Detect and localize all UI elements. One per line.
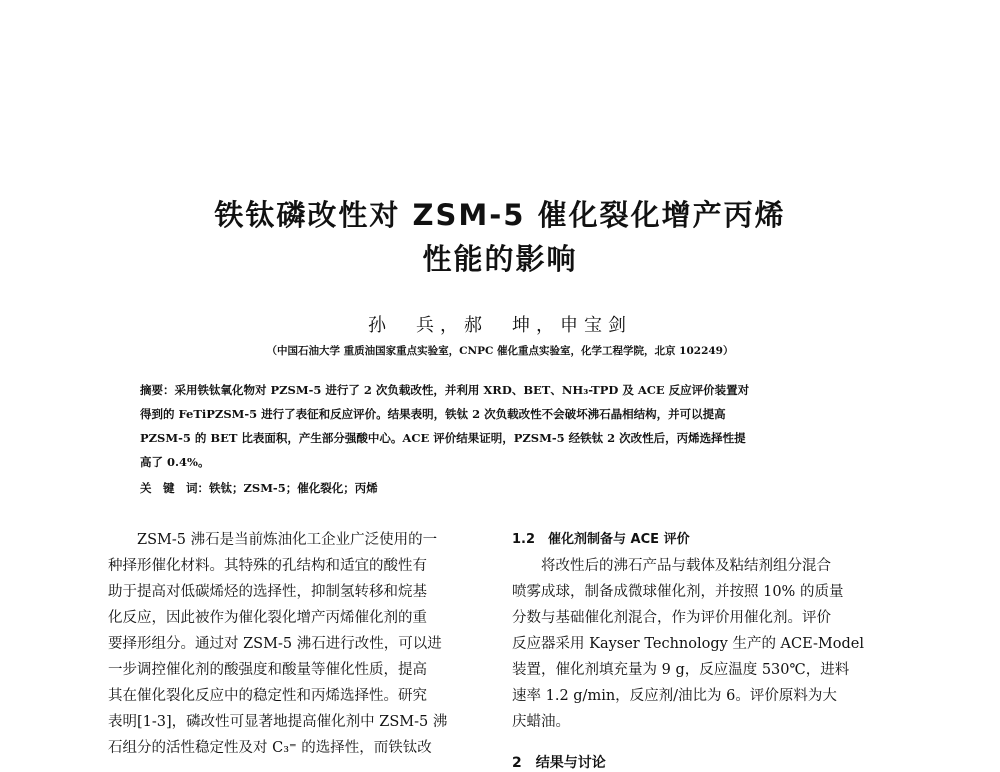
abstract-line: 得到的 FeTiPZSM-5 进行了表征和反应评价。结果表明，铁钛 2 次负载改性不会破坏沸石晶相结构，并可以提高: [140, 407, 726, 421]
section-heading: 1.2 催化剂制备与 ACE 评价: [512, 532, 690, 547]
body-line: 装置，催化剂填充量为 9 g，反应温度 530℃，进料: [512, 662, 850, 678]
body-line: 将改性后的沸石产品与载体及粘结剂组分混合: [541, 558, 831, 574]
body-line: 要择形组分。通过对 ZSM-5 沸石进行改性，可以进: [108, 636, 442, 652]
body-line: 石组分的活性稳定性及对 C₃⁼ 的选择性，而铁钛改: [108, 740, 432, 756]
authors: 孙 兵，郝 坤，申宝剑: [368, 315, 632, 336]
body-line: 化反应，因此被作为催化裂化增产丙烯催化剂的重: [108, 610, 427, 626]
right-column: [512, 527, 886, 735]
body-line: 表明[1-3]，磷改性可显著地提高催化剂中 ZSM-5 沸: [108, 714, 448, 730]
body-line: 种择形催化材料。其特殊的孔结构和适宜的酸性有: [108, 558, 427, 574]
body-line: 速率 1.2 g/min，反应剂/油比为 6。评价原料为大: [512, 688, 837, 704]
body-line: 庆蜡油。: [512, 714, 570, 730]
body-line: 反应器采用 Kayser Technology 生产的 ACE-Model: [512, 636, 864, 652]
body-line: ZSM-5 沸石是当前炼油化工企业广泛使用的一: [137, 532, 438, 548]
next-section-heading: 2 结果与讨论: [512, 755, 606, 771]
body-line: 一步调控催化剂的酸强度和酸量等催化性质，提高: [108, 662, 427, 678]
body-line: 其在催化裂化反应中的稳定性和丙烯选择性。研究: [108, 688, 427, 704]
body-line: 助于提高对低碳烯烃的选择性，抑制氢转移和烷基: [108, 584, 427, 600]
paper-title-line-2: 性能的影响: [422, 242, 578, 276]
keywords: 关 键 词：铁钛；ZSM-5；催化裂化；丙烯: [140, 481, 378, 495]
abstract-line: PZSM-5 的 BET 比表面积，产生部分强酸中心。ACE 评价结果证明，PZSM-5 经铁钛 2 次改性后，丙烯选择性提: [140, 431, 746, 445]
paper-title-line-1: 铁钛磷改性对 ZSM-5 催化裂化增产丙烯: [214, 198, 786, 232]
affiliation: （中国石油大学 重质油国家重点实验室，CNPC 催化重点实验室，化学工程学院，北京 102249）: [266, 345, 734, 357]
body-line: 喷雾成球，制备成微球催化剂，并按照 10% 的质量: [512, 584, 844, 600]
body-line: 分数与基础催化剂混合，作为评价用催化剂。评价: [512, 610, 831, 626]
abstract: [140, 378, 875, 474]
abstract-line: 高了 0.4%。: [140, 455, 210, 469]
left-column: [108, 527, 480, 761]
abstract-line: 摘要：采用铁钛氧化物对 PZSM-5 进行了 2 次负载改性，并利用 XRD、BET、NH₃-TPD 及 ACE 反应评价装置对: [140, 383, 750, 397]
